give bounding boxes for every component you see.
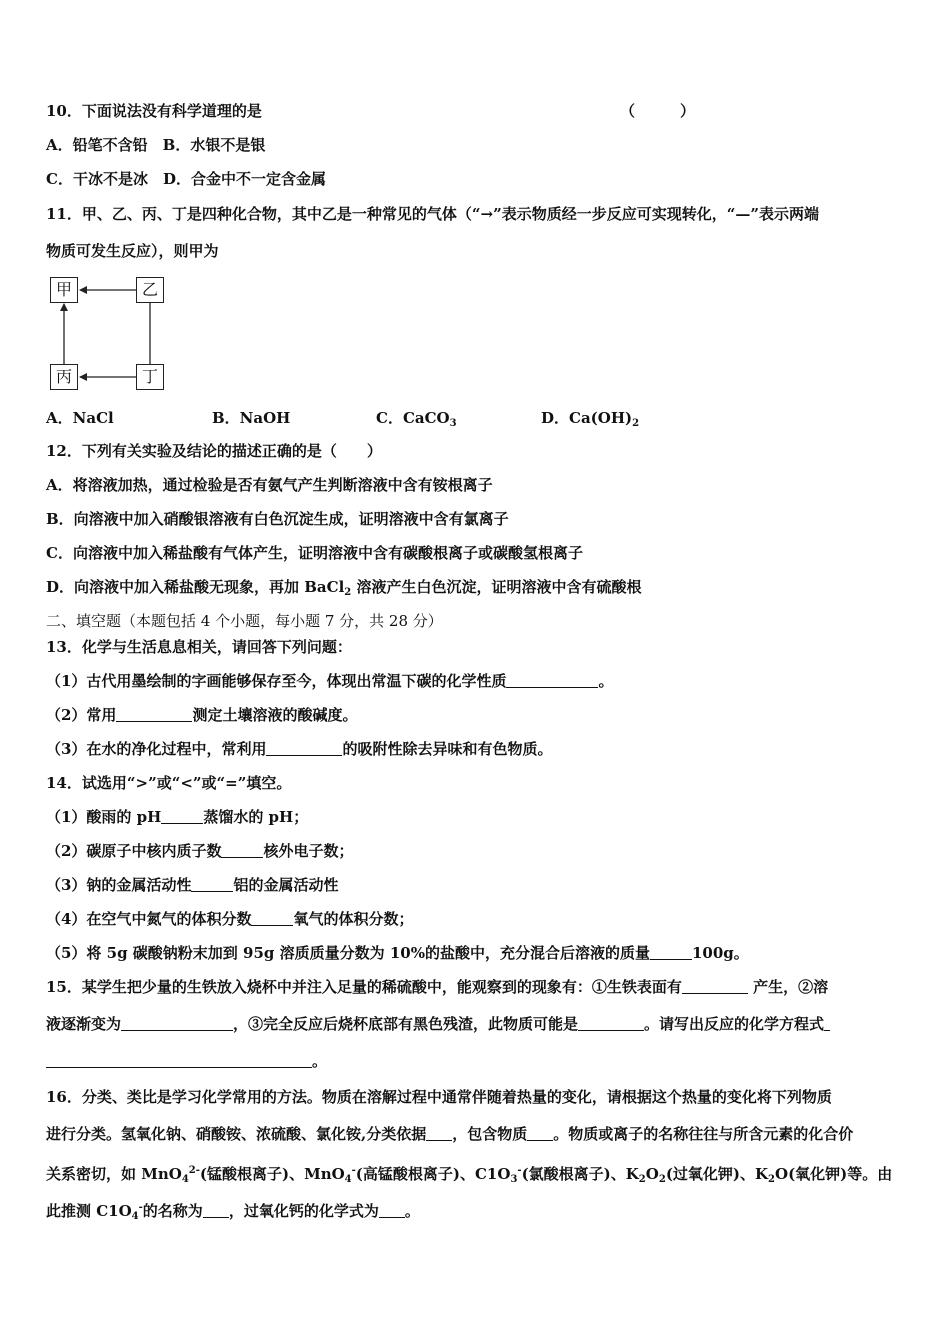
q16-line3: 关系密切，如 MnO$_4^{2-}$(锰酸根离子)、MnO$_4$-(高锰酸根离子)、$C1O_3^-$(氯酸根离子)、$K_2O_2$(过氧化钾)、$K_2O$(氧化钾)等。由 (46, 1165, 893, 1185)
q14-blank1[interactable] (161, 809, 203, 824)
q14-blank3[interactable] (191, 877, 233, 892)
q15-blank3[interactable] (578, 1016, 644, 1031)
box-yi: 乙 (136, 277, 164, 303)
q16-line1: 16．分类、类比是学习化学常用的方法。物质在溶解过程中通常伴随着热量的变化，请根据这个热量的变化将下列物质 (46, 1088, 832, 1106)
section2-title: 二、填空题（本题包括 4 个小题，每小题 7 分，共 28 分） (46, 612, 443, 630)
q13-stem: 13．化学与生活息息相关，请回答下列问题： (46, 638, 352, 656)
q13-part3: （3）在水的净化过程中，常利用 的吸附性除去异味和有色物质。 (46, 740, 553, 758)
q11-option-a: A．NaCl (46, 409, 114, 427)
q14-part1: （1）酸雨的 pH 蒸馏水的 pH； (46, 808, 309, 826)
q14-blank5[interactable] (650, 945, 692, 960)
q13-blank1[interactable] (506, 673, 598, 688)
q13-part2: （2）常用 测定土壤溶液的酸碱度。 (46, 706, 358, 724)
q14-blank4[interactable] (251, 911, 293, 926)
q11-diagram-arrows (0, 0, 950, 400)
q16-line2: 进行分类。氢氧化钠、硝酸铵、浓硫酸、氯化铵,分类依据 ，包含物质 。物质或离子的名称往往与所含元素的化合价 (46, 1125, 854, 1143)
q15-line3: 。 (46, 1050, 327, 1072)
q10-options-cd: C．干冰不是冰 D．合金中不一定含金属 (46, 170, 326, 188)
q16-blank3[interactable] (203, 1203, 229, 1218)
q14-stem: 14．试选用“>”或“<”或“=”填空。 (46, 774, 292, 792)
q15-line1: 15．某学生把少量的生铁放入烧杯中并注入足量的稀硫酸中，能观察到的现象有：①生铁表面有 产生，②溶 (46, 978, 829, 996)
q12-stem: 12．下列有关实验及结论的描述正确的是（ ） (46, 442, 382, 460)
q15-line2: 液逐渐变为 ，③完全反应后烧杯底部有黑色残渣，此物质可能是 。请写出反应的化学方程式 (46, 1013, 830, 1035)
q10-options-ab: A．铅笔不含铅 B．水银不是银 (46, 136, 266, 154)
q16-blank2[interactable] (527, 1126, 553, 1141)
q12-option-b: B．向溶液中加入硝酸银溶液有白色沉淀生成，证明溶液中含有氯离子 (46, 510, 509, 528)
q14-part3: （3）钠的金属活动性 铝的金属活动性 (46, 876, 339, 894)
q13-blank3[interactable] (266, 741, 342, 756)
q11-stem-line2: 物质可发生反应），则甲为 (46, 242, 219, 260)
q14-blank2[interactable] (221, 843, 263, 858)
q11-option-d: D．$Ca(OH)_2$ (541, 409, 640, 429)
q11-option-b: B．NaOH (212, 409, 291, 427)
q13-part1: （1）古代用墨绘制的字画能够保存至今，体现出常温下碳的化学性质 。 (46, 672, 614, 690)
q14-part5: （5）将 5g 碳酸钠粉末加到 95g 溶质质量分数为 10%的盐酸中，充分混合后溶液的质量 100g。 (46, 944, 749, 962)
q11-relation-diagram (0, 0, 950, 400)
q11-option-c: C．CaCO$_3$ (376, 409, 457, 429)
q16-blank4[interactable] (379, 1203, 405, 1218)
box-jia: 甲 (50, 277, 78, 303)
q12-option-c: C．向溶液中加入稀盐酸有气体产生，证明溶液中含有碳酸根离子或碳酸氢根离子 (46, 544, 583, 562)
box-bing: 丙 (50, 364, 78, 390)
q13-blank2[interactable] (116, 707, 192, 722)
q11-stem-line1: 11．甲、乙、丙、丁是四种化合物，其中乙是一种常见的气体（“→”表示物质经一步反应可实现转化，“—”表示两端 (46, 205, 819, 223)
q16-blank1[interactable] (426, 1126, 452, 1141)
q12-option-d: D．向溶液中加入稀盐酸无现象，再加 BaCl$_2$ 溶液产生白色沉淀，证明溶液中含有硫酸根 (46, 578, 642, 598)
q14-part2: （2）碳原子中核内质子数 核外电子数； (46, 842, 354, 860)
q15-blank1[interactable] (682, 979, 748, 994)
q12-option-a: A．将溶液加热，通过检验是否有氨气产生判断溶液中含有铵根离子 (46, 476, 493, 494)
q16-line4: 此推测 $C1O_4^-$的名称为 ，过氧化钙的化学式为 。 (46, 1202, 420, 1222)
q14-part4: （4）在空气中氮气的体积分数 氧气的体积分数； (46, 910, 414, 928)
q10-stem: 10．下面说法没有科学道理的是 (46, 102, 262, 120)
q15-blank2[interactable] (121, 1016, 233, 1031)
q10-answer-paren: （ ） (620, 102, 696, 120)
box-ding: 丁 (136, 364, 164, 390)
q15-blank4[interactable] (46, 1053, 312, 1068)
